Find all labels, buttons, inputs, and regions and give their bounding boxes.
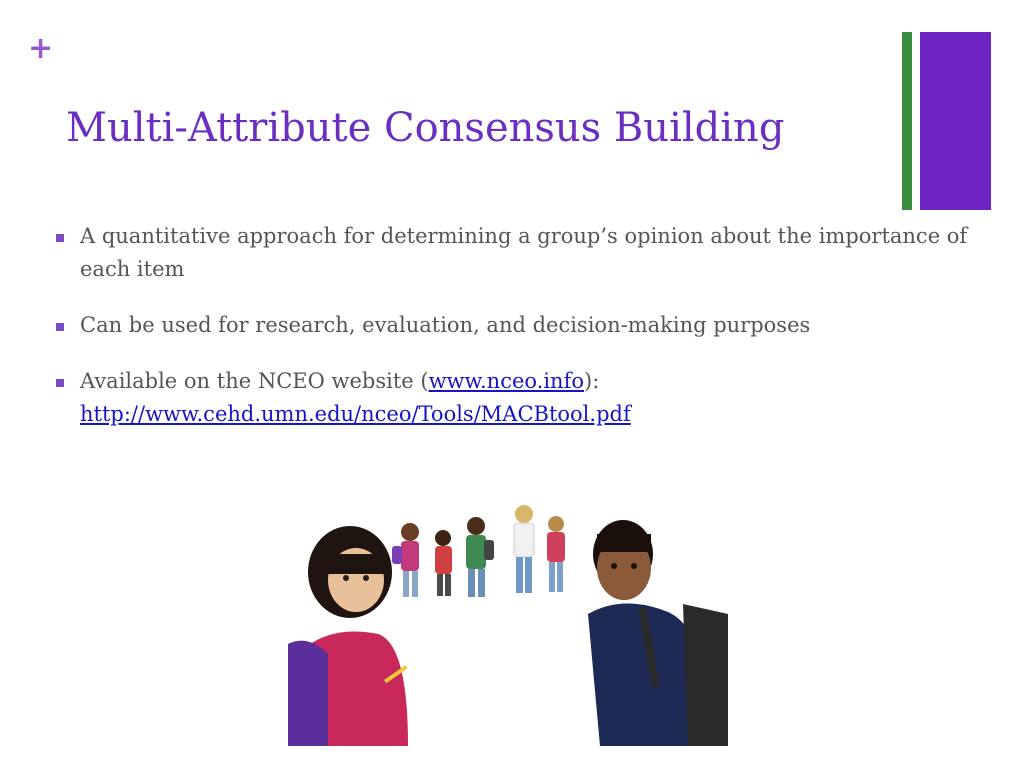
slide-title: Multi-Attribute Consensus Building [66,105,785,151]
bullet-square-icon [56,379,64,387]
bullet-text-prefix: Available on the NCEO website ( [80,369,429,393]
purple-accent-bar [920,32,991,210]
plus-icon: + [28,31,54,66]
bullet-square-icon [56,234,64,242]
bullet-text: A quantitative approach for determining a group’s opinion about the importance of each item [80,224,968,281]
bullet-item [50,309,990,342]
bullet-square-icon [56,323,64,331]
bullet-list [50,220,990,454]
bullet-text-middle: ): [584,369,600,393]
bullet-item [50,365,990,431]
green-accent-bar [902,32,912,210]
students-photo [288,494,728,746]
nceo-website-link[interactable]: www.nceo.info [428,369,584,393]
bullet-item [50,220,990,286]
bullet-text: Can be used for research, evaluation, and decision-making purposes [80,313,811,337]
macb-tool-pdf-link[interactable]: http://www.cehd.umn.edu/nceo/Tools/MACBtool.pdf [80,402,631,426]
